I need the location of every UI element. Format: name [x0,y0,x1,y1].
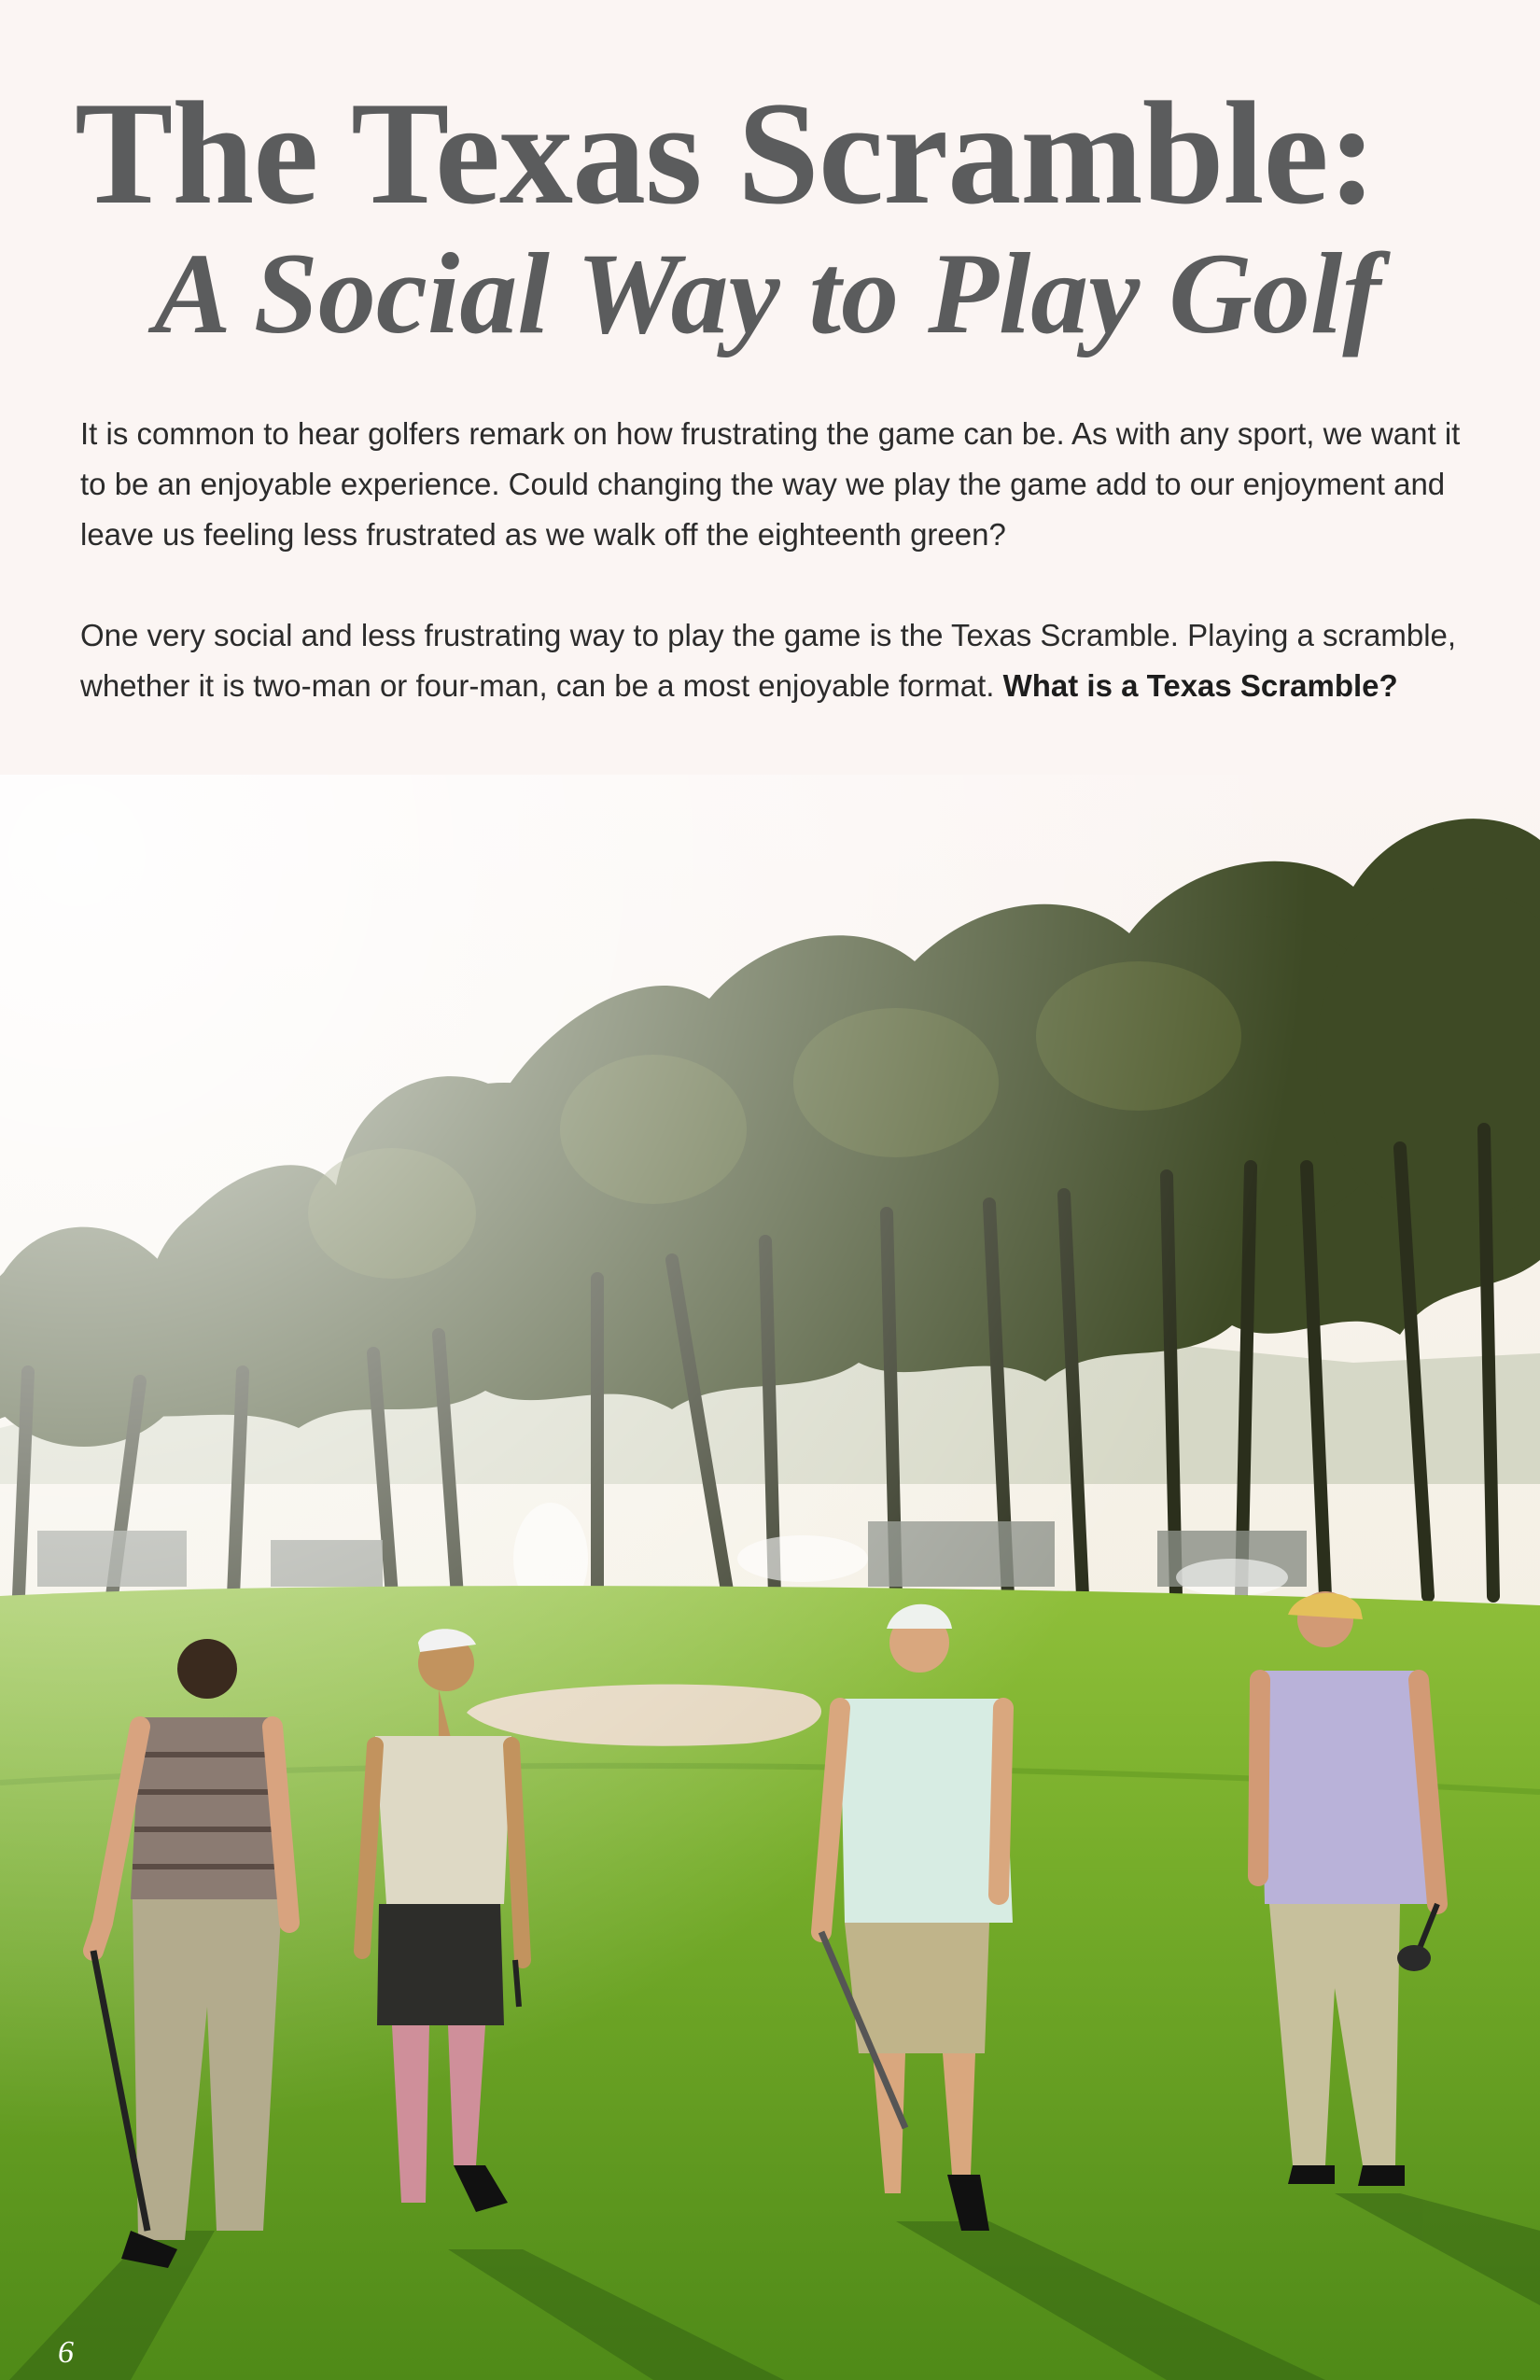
second-paragraph-question: What is a Texas Scramble? [1002,668,1398,703]
golf-course-illustration [0,775,1540,2380]
intro-paragraph: It is common to hear golfers remark on how frustrating the game can be. As with any sport, we want it to be an enjoyable experience. Could changing the way we play the game add to our enjoyment and leave us feeling less frustrated as we walk off the eighteenth green? [80,416,1461,552]
second-paragraph [80,610,1462,711]
article-title: The Texas Scramble: [75,72,1377,235]
golfers-photo [0,775,1540,2380]
article-subtitle: A Social Way to Play Golf [154,230,1381,357]
page-number: 6 [58,2335,74,2370]
second-paragraph-text: One very social and less frustrating way to play the game is the Texas Scramble. Playing a scramble, whether it is two-man or four-man, can be a most enjoyable format. [80,618,1457,703]
